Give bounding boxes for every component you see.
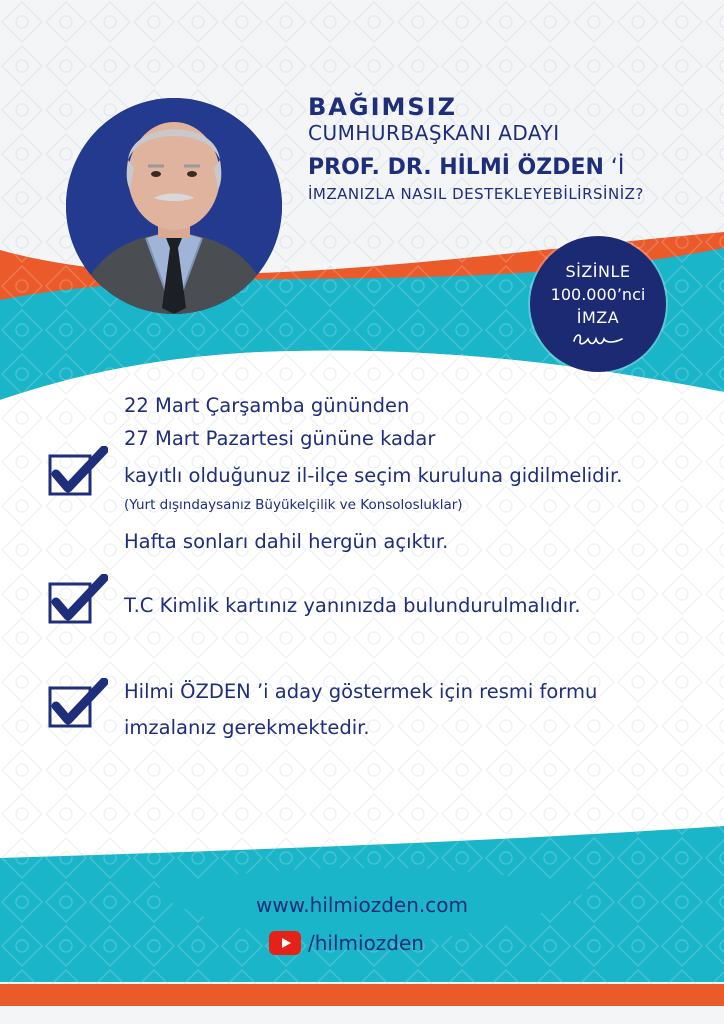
item-2-line-1: T.C Kimlik kartınız yanınızda bulundurulmalıdır.	[124, 594, 581, 617]
website-link[interactable]: www.hilmiozden.com	[256, 893, 468, 917]
check-icon	[48, 678, 108, 730]
header-candidate-name	[308, 152, 644, 184]
badge-line-3: İMZA	[576, 308, 620, 327]
item-1-line-3: kayıtlı olduğunuz il-ilçe seçim kuruluna gidilmelidir.	[124, 464, 623, 487]
header-question: İMZANIZLA NASIL DESTEKLEYEBİLİRSİNİZ?	[308, 185, 644, 203]
candidate-name: PROF. DR. HİLMİ ÖZDEN	[308, 155, 604, 180]
signature-badge	[530, 236, 666, 372]
candidate-portrait	[66, 98, 282, 314]
item-3-line-1: Hilmi ÖZDEN ’i aday göstermek için resmi formu	[124, 680, 598, 703]
youtube-link[interactable]	[268, 928, 424, 958]
header-independent: BAĞIMSIZ	[308, 93, 457, 121]
youtube-icon	[268, 929, 302, 957]
check-icon	[48, 574, 108, 626]
item-1-line-2: 27 Mart Pazartesi gününe kadar	[124, 427, 436, 450]
badge-line-1: SİZİNLE	[565, 262, 631, 281]
candidate-name-suffix: ‘İ	[603, 155, 625, 180]
item-1-line-1: 22 Mart Çarşamba gününden	[124, 394, 410, 417]
check-icon	[48, 446, 108, 498]
signature-icon	[570, 329, 626, 349]
item-1-extra: Hafta sonları dahil hergün açıktır.	[124, 530, 449, 553]
youtube-handle: /hilmiozden	[308, 931, 424, 955]
item-3-line-2: imzalanız gerekmektedir.	[124, 716, 370, 739]
badge-line-2: 100.000’nci	[550, 285, 646, 304]
header-block	[308, 92, 644, 204]
item-1-note: (Yurt dışındaysanız Büyükelçilik ve Konsolosluklar)	[124, 497, 463, 513]
header-candidate-title: CUMHURBAŞKANI ADAYI	[308, 121, 560, 145]
